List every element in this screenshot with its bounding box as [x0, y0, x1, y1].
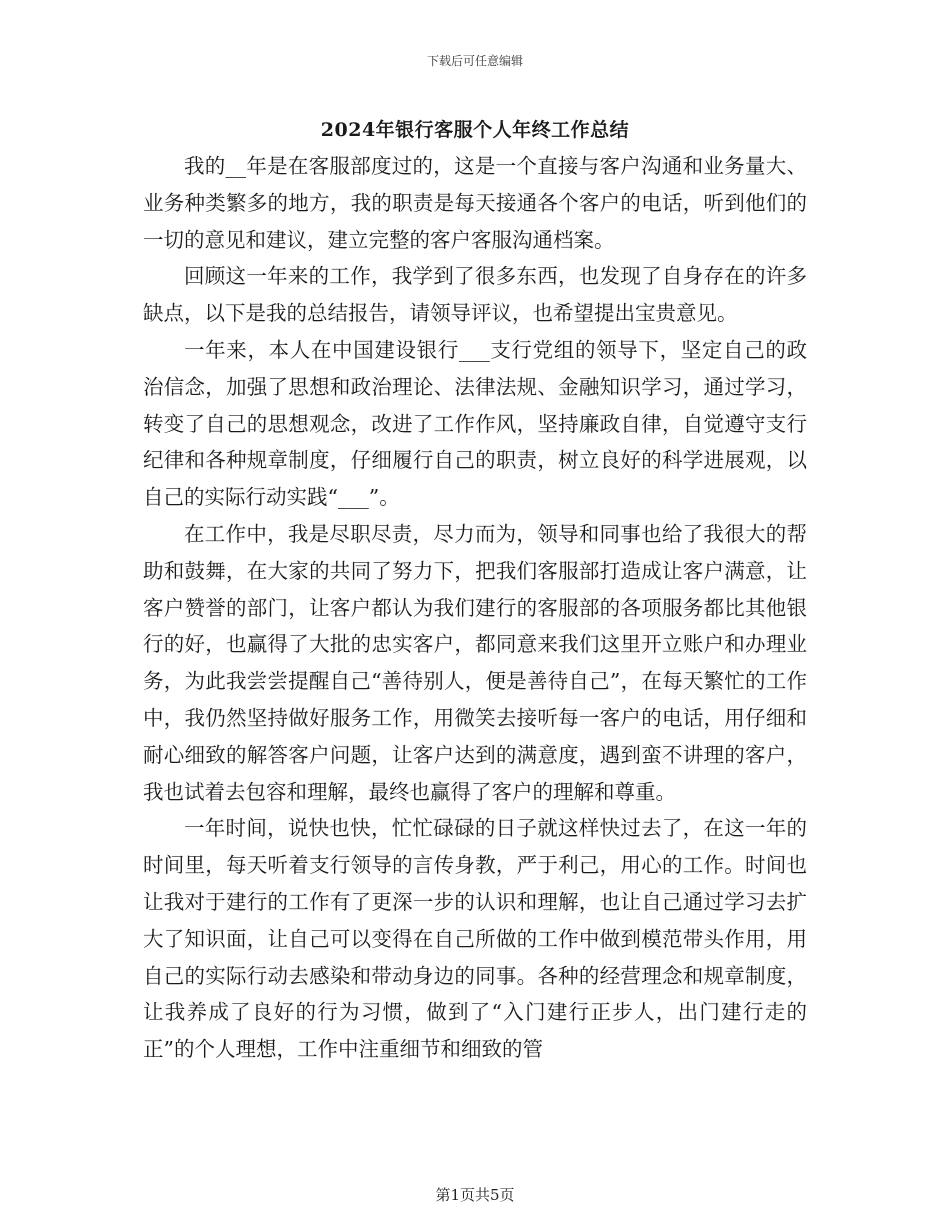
paragraph-3: 一年来，本人在中国建设银行___支行党组的领导下，坚定自己的政治信念，加强了思想和政治理论、法律法规、金融知识学习，通过学习，转变了自己的思想观念，改进了工作作风，坚持廉政自律，自觉遵守支行纪律和各种规章制度，仔细履行自己的职责，树立良好的科学进展观，以自己的实际行动实践“___”。	[143, 337, 807, 510]
paragraph-5: 一年时间，说快也快，忙忙碌碌的日子就这样快过去了，在这一年的时间里，每天听着支行领导的言传身教，严于利己，用心的工作。时间也让我对于建行的工作有了更深一步的认识和理解，也让自己通过学习去扩大了知识面，让自己可以变得在自己所做的工作中做到模范带头作用，用自己的实际行动去感染和带动身边的同事。各种的经营理念和规章制度，让我养成了良好的行为习惯，做到了“入门建行正步人，出门建行走的正”的个人理想，工作中注重细节和细致的管	[143, 816, 807, 1062]
paragraph-2: 回顾这一年来的工作，我学到了很多东西，也发现了自身存在的许多缺点，以下是我的总结报告，请领导评议，也希望提出宝贵意见。	[143, 264, 807, 326]
paragraph-4: 在工作中，我是尽职尽责，尽力而为，领导和同事也给了我很大的帮助和鼓舞，在大家的共同了努力下，把我们客服部打造成让客户满意，让客户赞誉的部门，让客户都认为我们建行的客服部的各项服务都比其他银行的好，也赢得了大批的忠实客户，都同意来我们这里开立账户和办理业务，为此我尝尝提醒自己“善待别人，便是善待自己”，在每天繁忙的工作中，我仍然坚持做好服务工作，用微笑去接听每一客户的电话，用仔细和耐心细致的解答客户问题，让客户达到的满意度，遇到蛮不讲理的客户，我也试着去包容和理解，最终也赢得了客户的理解和尊重。	[143, 521, 807, 804]
document-body	[143, 148, 807, 1068]
document-title: 2024年银行客服个人年终工作总结	[320, 119, 630, 141]
paragraph-1: 我的__年是在客服部度过的，这是一个直接与客户沟通和业务量大、业务种类繁多的地方，我的职责是每天接通各个客户的电话，听到他们的一切的意见和建议，建立完整的客户客服沟通档案。	[143, 154, 807, 252]
page-header: 下载后可任意编辑	[426, 54, 523, 68]
page-number: 第1页共5页	[435, 1186, 515, 1204]
